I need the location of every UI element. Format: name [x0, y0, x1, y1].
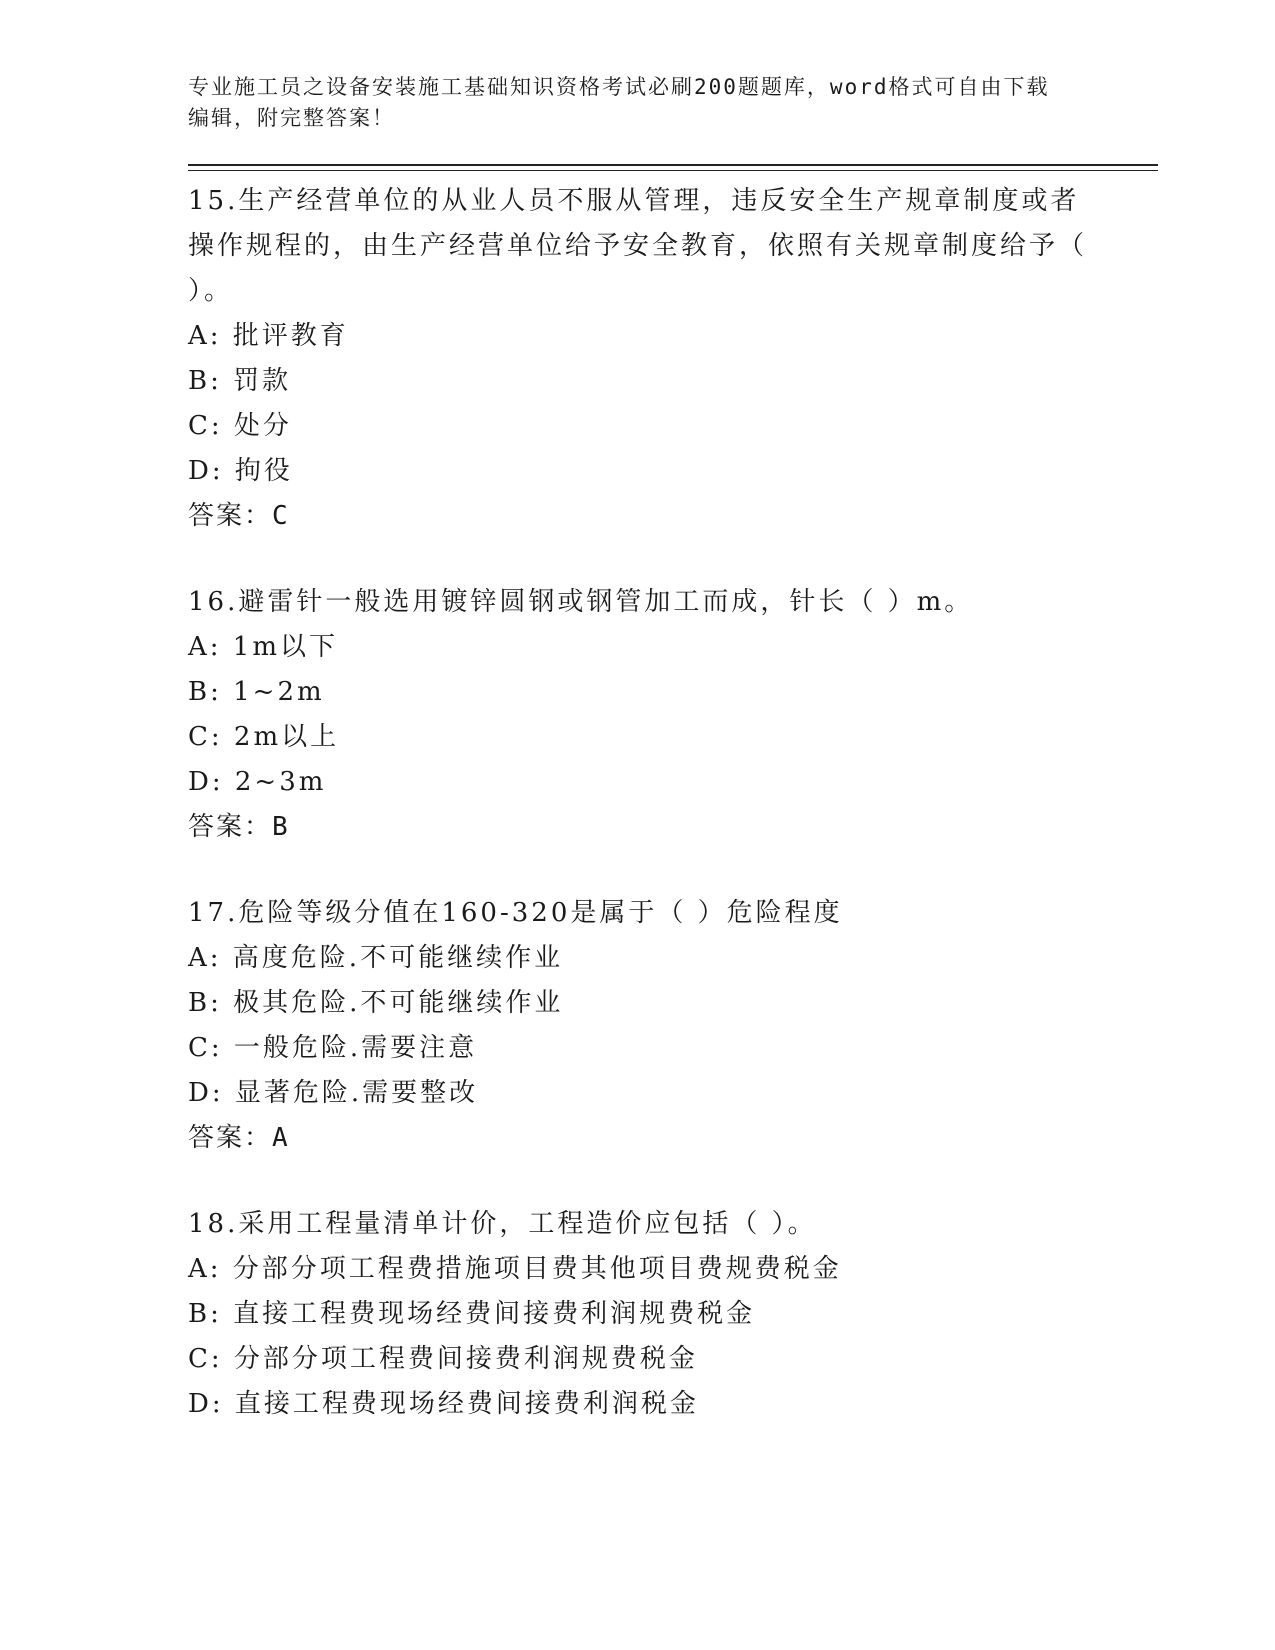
answer: 答案：B: [188, 812, 290, 842]
option-c: C: 2m以上: [188, 722, 340, 752]
option-c: C: 一般危险.需要注意: [188, 1033, 478, 1063]
option-b: B: 直接工程费现场经费间接费利润规费税金: [188, 1299, 756, 1329]
question-15: [188, 179, 1158, 539]
option-b: B: 极其危险.不可能继续作业: [188, 988, 564, 1018]
option-a: A: 批评教育: [188, 321, 349, 351]
question-stem: 18.采用工程量清单计价，工程造价应包括（ ）。: [188, 1209, 817, 1239]
question-stem: 15.生产经营单位的从业人员不服从管理，违反安全生产规章制度或者操作规程的，由生产经营单位给予安全教育，依照有关规章制度给予（ ）。: [188, 186, 1088, 306]
question-16: [188, 580, 1158, 850]
header-note: 专业施工员之设备安装施工基础知识资格考试必刷200题题库，word格式可自由下载编辑，附完整答案！: [188, 75, 1050, 130]
question-stem: 16.避雷针一般选用镀锌圆钢或钢管加工而成，针长（ ）m。: [188, 587, 974, 617]
option-d: D: 显著危险.需要整改: [188, 1078, 479, 1108]
option-a: A: 分部分项工程费措施项目费其他项目费规费税金: [188, 1254, 842, 1284]
option-b: B: 罚款: [188, 366, 292, 396]
question-stem: 17.危险等级分值在160-320是属于（ ）危险程度: [188, 898, 843, 928]
option-d: D: 直接工程费现场经费间接费利润税金: [188, 1389, 699, 1419]
option-c: C: 处分: [188, 411, 292, 441]
option-b: B: 1~2m: [188, 677, 325, 707]
answer: 答案：C: [188, 501, 290, 531]
answer: 答案：A: [188, 1123, 290, 1153]
option-c: C: 分部分项工程费间接费利润规费税金: [188, 1344, 698, 1374]
option-d: D: 拘役: [188, 456, 293, 486]
header-divider: [188, 164, 1158, 171]
question-18: [188, 1202, 1158, 1427]
option-a: A: 1m以下: [188, 632, 338, 662]
option-d: D: 2~3m: [188, 767, 327, 797]
document-page: [188, 72, 1158, 1427]
question-17: [188, 891, 1158, 1161]
option-a: A: 高度危险.不可能继续作业: [188, 943, 564, 973]
